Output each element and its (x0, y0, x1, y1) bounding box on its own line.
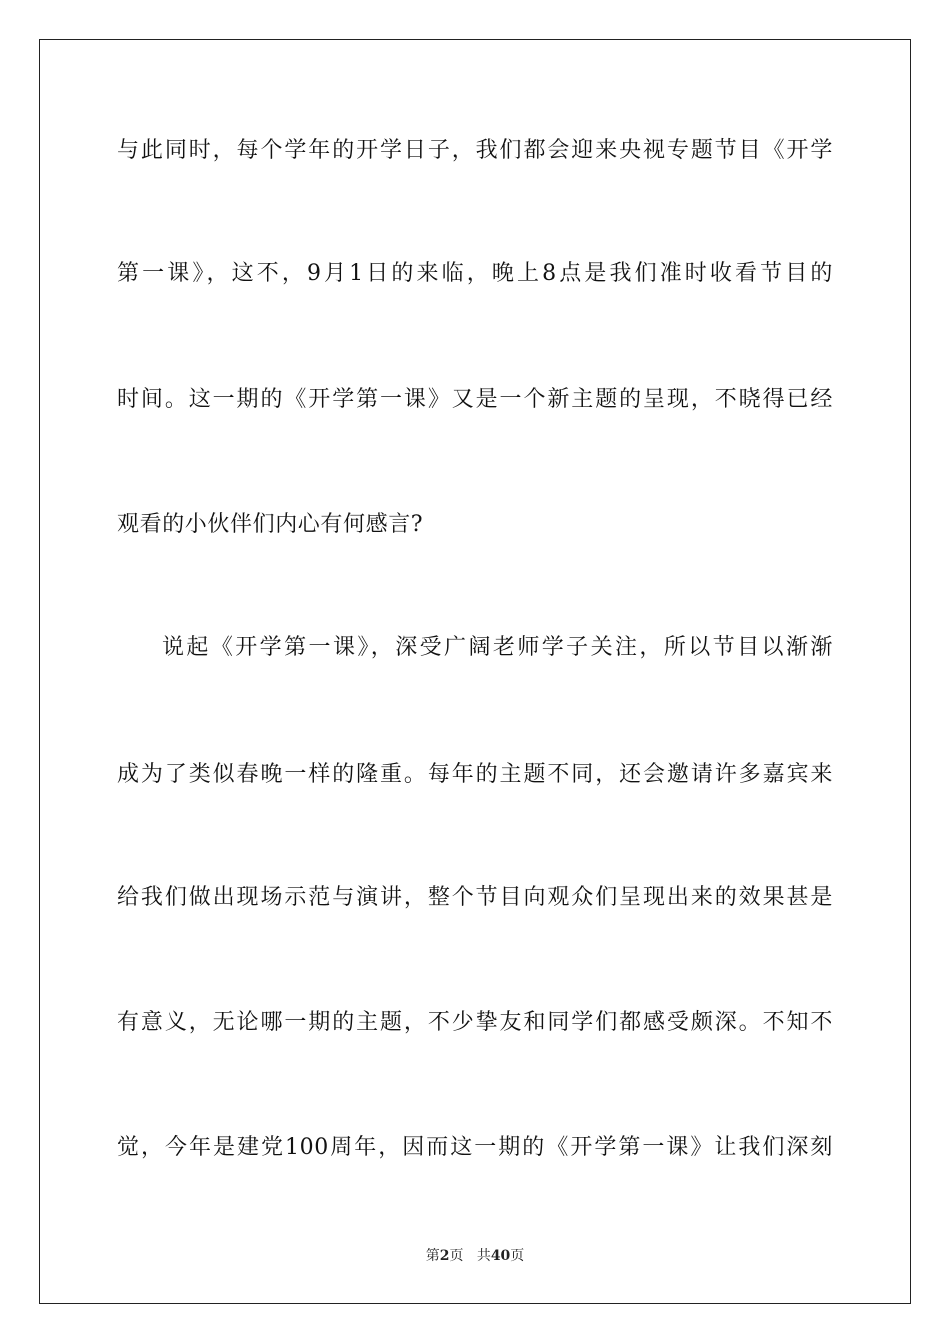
page-border (39, 39, 911, 1304)
total-suffix: 页 (510, 1248, 525, 1264)
body-text-line-3: 时间。这一期的《开学第一课》又是一个新主题的呈现，不晓得已经 (117, 387, 833, 412)
body-text-line-5: 说起《开学第一课》，深受广阔老师学子关注，所以节目以渐渐 (162, 635, 833, 660)
body-text-line-9: 觉，今年是建党100周年，因而这一期的《开学第一课》让我们深刻 (117, 1135, 833, 1160)
body-text-line-1: 与此同时，每个学年的开学日子，我们都会迎来央视专题节目《开学 (117, 138, 833, 163)
page-footer (0, 1247, 950, 1265)
body-text-line-7: 给我们做出现场示范与演讲，整个节目向观众们呈现出来的效果甚是 (117, 885, 833, 910)
body-text-line-8: 有意义，无论哪一期的主题，不少挚友和同学们都感受颇深。不知不 (117, 1010, 833, 1035)
body-text-line-2: 第一课》，这不，9月1日的来临，晚上8点是我们准时收看节目的 (117, 261, 833, 286)
body-text-line-6: 成为了类似春晚一样的隆重。每年的主题不同，还会邀请许多嘉宾来 (117, 762, 833, 787)
body-text-line-4: 观看的小伙伴们内心有何感言? (117, 512, 424, 537)
page-prefix: 第 (425, 1248, 440, 1264)
total-pages: 40 (490, 1248, 511, 1264)
total-prefix: 共 (476, 1248, 491, 1264)
page-suffix: 页 (449, 1248, 464, 1264)
page-number: 2 (439, 1248, 450, 1264)
